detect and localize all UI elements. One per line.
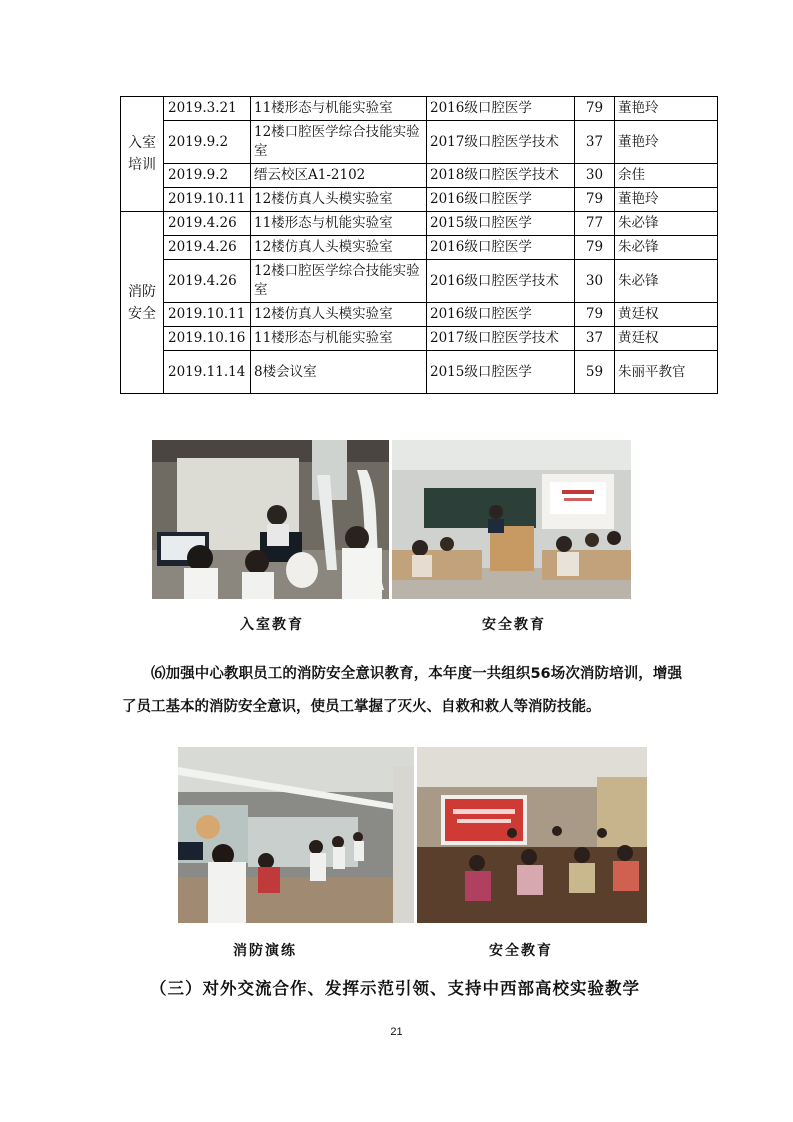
category-label: 消防 安全 (128, 283, 156, 322)
table-row (121, 236, 718, 260)
instructor-cell: 黄廷权 (615, 303, 718, 327)
count-cell: 59 (575, 351, 615, 394)
table-row (121, 164, 718, 188)
date-cell: 2019.4.26 (164, 260, 251, 303)
count-cell: 77 (575, 212, 615, 236)
location-cell: 11楼形态与机能实验室 (251, 212, 427, 236)
instructor-cell: 朱必锋 (615, 236, 718, 260)
instructor-cell: 朱必锋 (615, 212, 718, 236)
location-cell: 缙云校区A1-2102 (251, 164, 427, 188)
table-row (121, 212, 718, 236)
category-cell (121, 212, 164, 394)
date-cell: 2019.4.26 (164, 212, 251, 236)
instructor-cell: 董艳玲 (615, 97, 718, 121)
class-cell: 2017级口腔医学技术 (427, 327, 575, 351)
count-cell: 79 (575, 188, 615, 212)
table-row (121, 351, 718, 394)
table-row (121, 188, 718, 212)
count-cell: 79 (575, 97, 615, 121)
instructor-cell: 朱必锋 (615, 260, 718, 303)
location-cell: 12楼仿真人头模实验室 (251, 236, 427, 260)
class-cell: 2017级口腔医学技术 (427, 121, 575, 164)
training-records-table (120, 96, 718, 394)
class-cell: 2016级口腔医学 (427, 303, 575, 327)
photo-fire-drill (178, 747, 414, 923)
table-row (121, 303, 718, 327)
caption-safety-education: 安全教育 (482, 617, 546, 633)
count-cell: 30 (575, 164, 615, 188)
date-cell: 2019.9.2 (164, 121, 251, 164)
location-cell: 12楼口腔医学综合技能实验室 (251, 260, 427, 303)
fire-safety-paragraph: ⑹加强中心教职员工的消防安全意识教育，本年度一共组织56场次消防培训，增强了员工基本的消防安全意识，使员工掌握了灭火、自救和救人等消防技能。 (122, 665, 682, 715)
location-cell: 12楼口腔医学综合技能实验室 (251, 121, 427, 164)
count-cell: 79 (575, 303, 615, 327)
location-cell: 8楼会议室 (251, 351, 427, 394)
count-cell: 37 (575, 121, 615, 164)
instructor-cell: 董艳玲 (615, 188, 718, 212)
section-heading: （三）对外交流合作、发挥示范引领、支持中西部高校实验教学 (150, 979, 640, 998)
date-cell: 2019.4.26 (164, 236, 251, 260)
category-label: 入室 培训 (128, 135, 156, 173)
date-cell: 2019.9.2 (164, 164, 251, 188)
location-cell: 12楼仿真人头模实验室 (251, 188, 427, 212)
instructor-cell: 余佳 (615, 164, 718, 188)
photo-lab-orientation (152, 440, 389, 599)
date-cell: 2019.11.14 (164, 351, 251, 394)
caption-fire-drill: 消防演练 (233, 943, 297, 959)
class-cell: 2016级口腔医学 (427, 97, 575, 121)
class-cell: 2015级口腔医学 (427, 351, 575, 394)
date-cell: 2019.10.11 (164, 303, 251, 327)
caption-safety-lecture: 安全教育 (489, 943, 553, 959)
count-cell: 37 (575, 327, 615, 351)
table-row (121, 327, 718, 351)
table-row (121, 121, 718, 164)
date-cell: 2019.10.11 (164, 188, 251, 212)
count-cell: 79 (575, 236, 615, 260)
class-cell: 2016级口腔医学 (427, 188, 575, 212)
date-cell: 2019.3.21 (164, 97, 251, 121)
page-number: 21 (390, 1026, 403, 1038)
category-cell (121, 97, 164, 212)
class-cell: 2016级口腔医学技术 (427, 260, 575, 303)
class-cell: 2016级口腔医学 (427, 236, 575, 260)
instructor-cell: 董艳玲 (615, 121, 718, 164)
date-cell: 2019.10.16 (164, 327, 251, 351)
photo-safety-lecture (417, 747, 647, 923)
instructor-cell: 黄廷权 (615, 327, 718, 351)
table-row (121, 97, 718, 121)
location-cell: 11楼形态与机能实验室 (251, 97, 427, 121)
location-cell: 11楼形态与机能实验室 (251, 327, 427, 351)
class-cell: 2015级口腔医学 (427, 212, 575, 236)
caption-lab-orientation: 入室教育 (240, 617, 304, 633)
count-cell: 30 (575, 260, 615, 303)
class-cell: 2018级口腔医学技术 (427, 164, 575, 188)
instructor-cell: 朱丽平教官 (615, 351, 718, 394)
location-cell: 12楼仿真人头模实验室 (251, 303, 427, 327)
table-row (121, 260, 718, 303)
photo-safety-education (392, 440, 631, 599)
